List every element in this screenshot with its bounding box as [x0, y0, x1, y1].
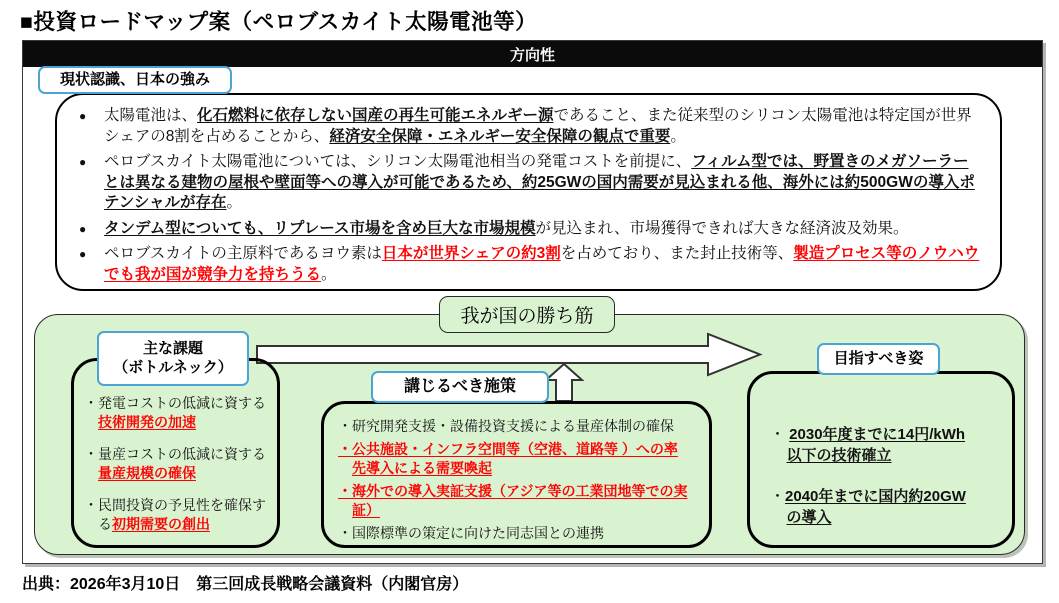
list-item: ・研究開発支援・設備投資支援による量産体制の確保 [338, 418, 674, 434]
challenges-label-line2: （ボトルネック） [113, 358, 233, 376]
strengths-box [55, 93, 1002, 291]
bullet-icon: ● [79, 155, 87, 169]
measures-box [321, 401, 712, 548]
page-title: ■投資ロードマップ案（ペロブスカイト太陽電池等） [20, 10, 538, 34]
list-item [79, 106, 982, 147]
list-item: ・ 2030年度までに14円/kWh以下の技術確立 [770, 426, 966, 464]
bullet-icon: ● [79, 247, 87, 261]
bullet-icon: ● [79, 221, 87, 236]
bullet-text: ペロブスカイト太陽電池については、シリコン太陽電池相当の発電コストを前提に、フィルム型では、野置きのメガソーラーとは異なる建物の屋根や壁面等への導入が可能であるため、約25GWの国内需要が見込まれる他、海外には約500GWの導入ポテンシャルが存在。 [104, 153, 975, 211]
bullet-text: タンデム型についても、リプレース市場を含め巨大な市場規模が見込まれ、市場獲得できれば大きな経済波及効果。 [104, 219, 909, 237]
bullet-icon: ● [79, 109, 87, 123]
challenges-label [97, 331, 249, 386]
bullet-text: ペロブスカイトの主原料であるヨウ素は日本が世界シェアの約3割を占めており、また封止技術等、製造プロセス等のノウハウでも我が国が競争力を持ちうる。 [104, 245, 980, 283]
list-item: ・量産コストの低減に資する量産規模の確保 [84, 446, 266, 481]
strengths-label: 現状認識、日本の強み [38, 66, 232, 94]
list-item [79, 244, 982, 285]
challenges-box [71, 358, 280, 548]
list-item: ・海外での導入実証支援（アジア等の工業団地等での実証） [338, 483, 688, 518]
strengths-bullet-list [79, 106, 982, 285]
list-item: ・公共施設・インフラ空間等（空港、道路等 ）への率先導入による需要喚起 [338, 441, 678, 476]
challenges-label-line1: 主な課題 [142, 339, 203, 357]
goals-label: 目指すべき姿 [817, 343, 940, 375]
flow-arrow-up-icon [544, 362, 584, 402]
bullet-text: 太陽電池は、化石燃料に依存しない国産の再生可能エネルギー源であること、また従来型のシリコン太陽電池は特定国が世界シェアの8割を占めることから、経済安全保障・エネルギー安全保障の観点で重要。 [104, 107, 972, 145]
win-label: 我が国の勝ち筋 [439, 296, 615, 333]
list-item [79, 219, 982, 240]
direction-panel [22, 40, 1043, 564]
list-item: ・国際標準の策定に向けた同志国との連携 [338, 525, 604, 541]
list-item: ・2040年までに国内約20GWの導入 [770, 488, 966, 526]
winning-area [34, 306, 1025, 555]
list-item: ・民間投資の予見性を確保する初期需要の創出 [84, 497, 266, 532]
direction-header: 方向性 [23, 41, 1042, 67]
list-item: ・発電コストの低減に資する技術開発の加速 [84, 395, 266, 430]
source-note: 出典：2026年3月10日 第三回成長戦略会議資料（内閣官房） [22, 576, 469, 593]
list-item [79, 152, 982, 214]
measures-label: 講じるべき施策 [371, 371, 549, 403]
goals-box [747, 371, 1015, 548]
